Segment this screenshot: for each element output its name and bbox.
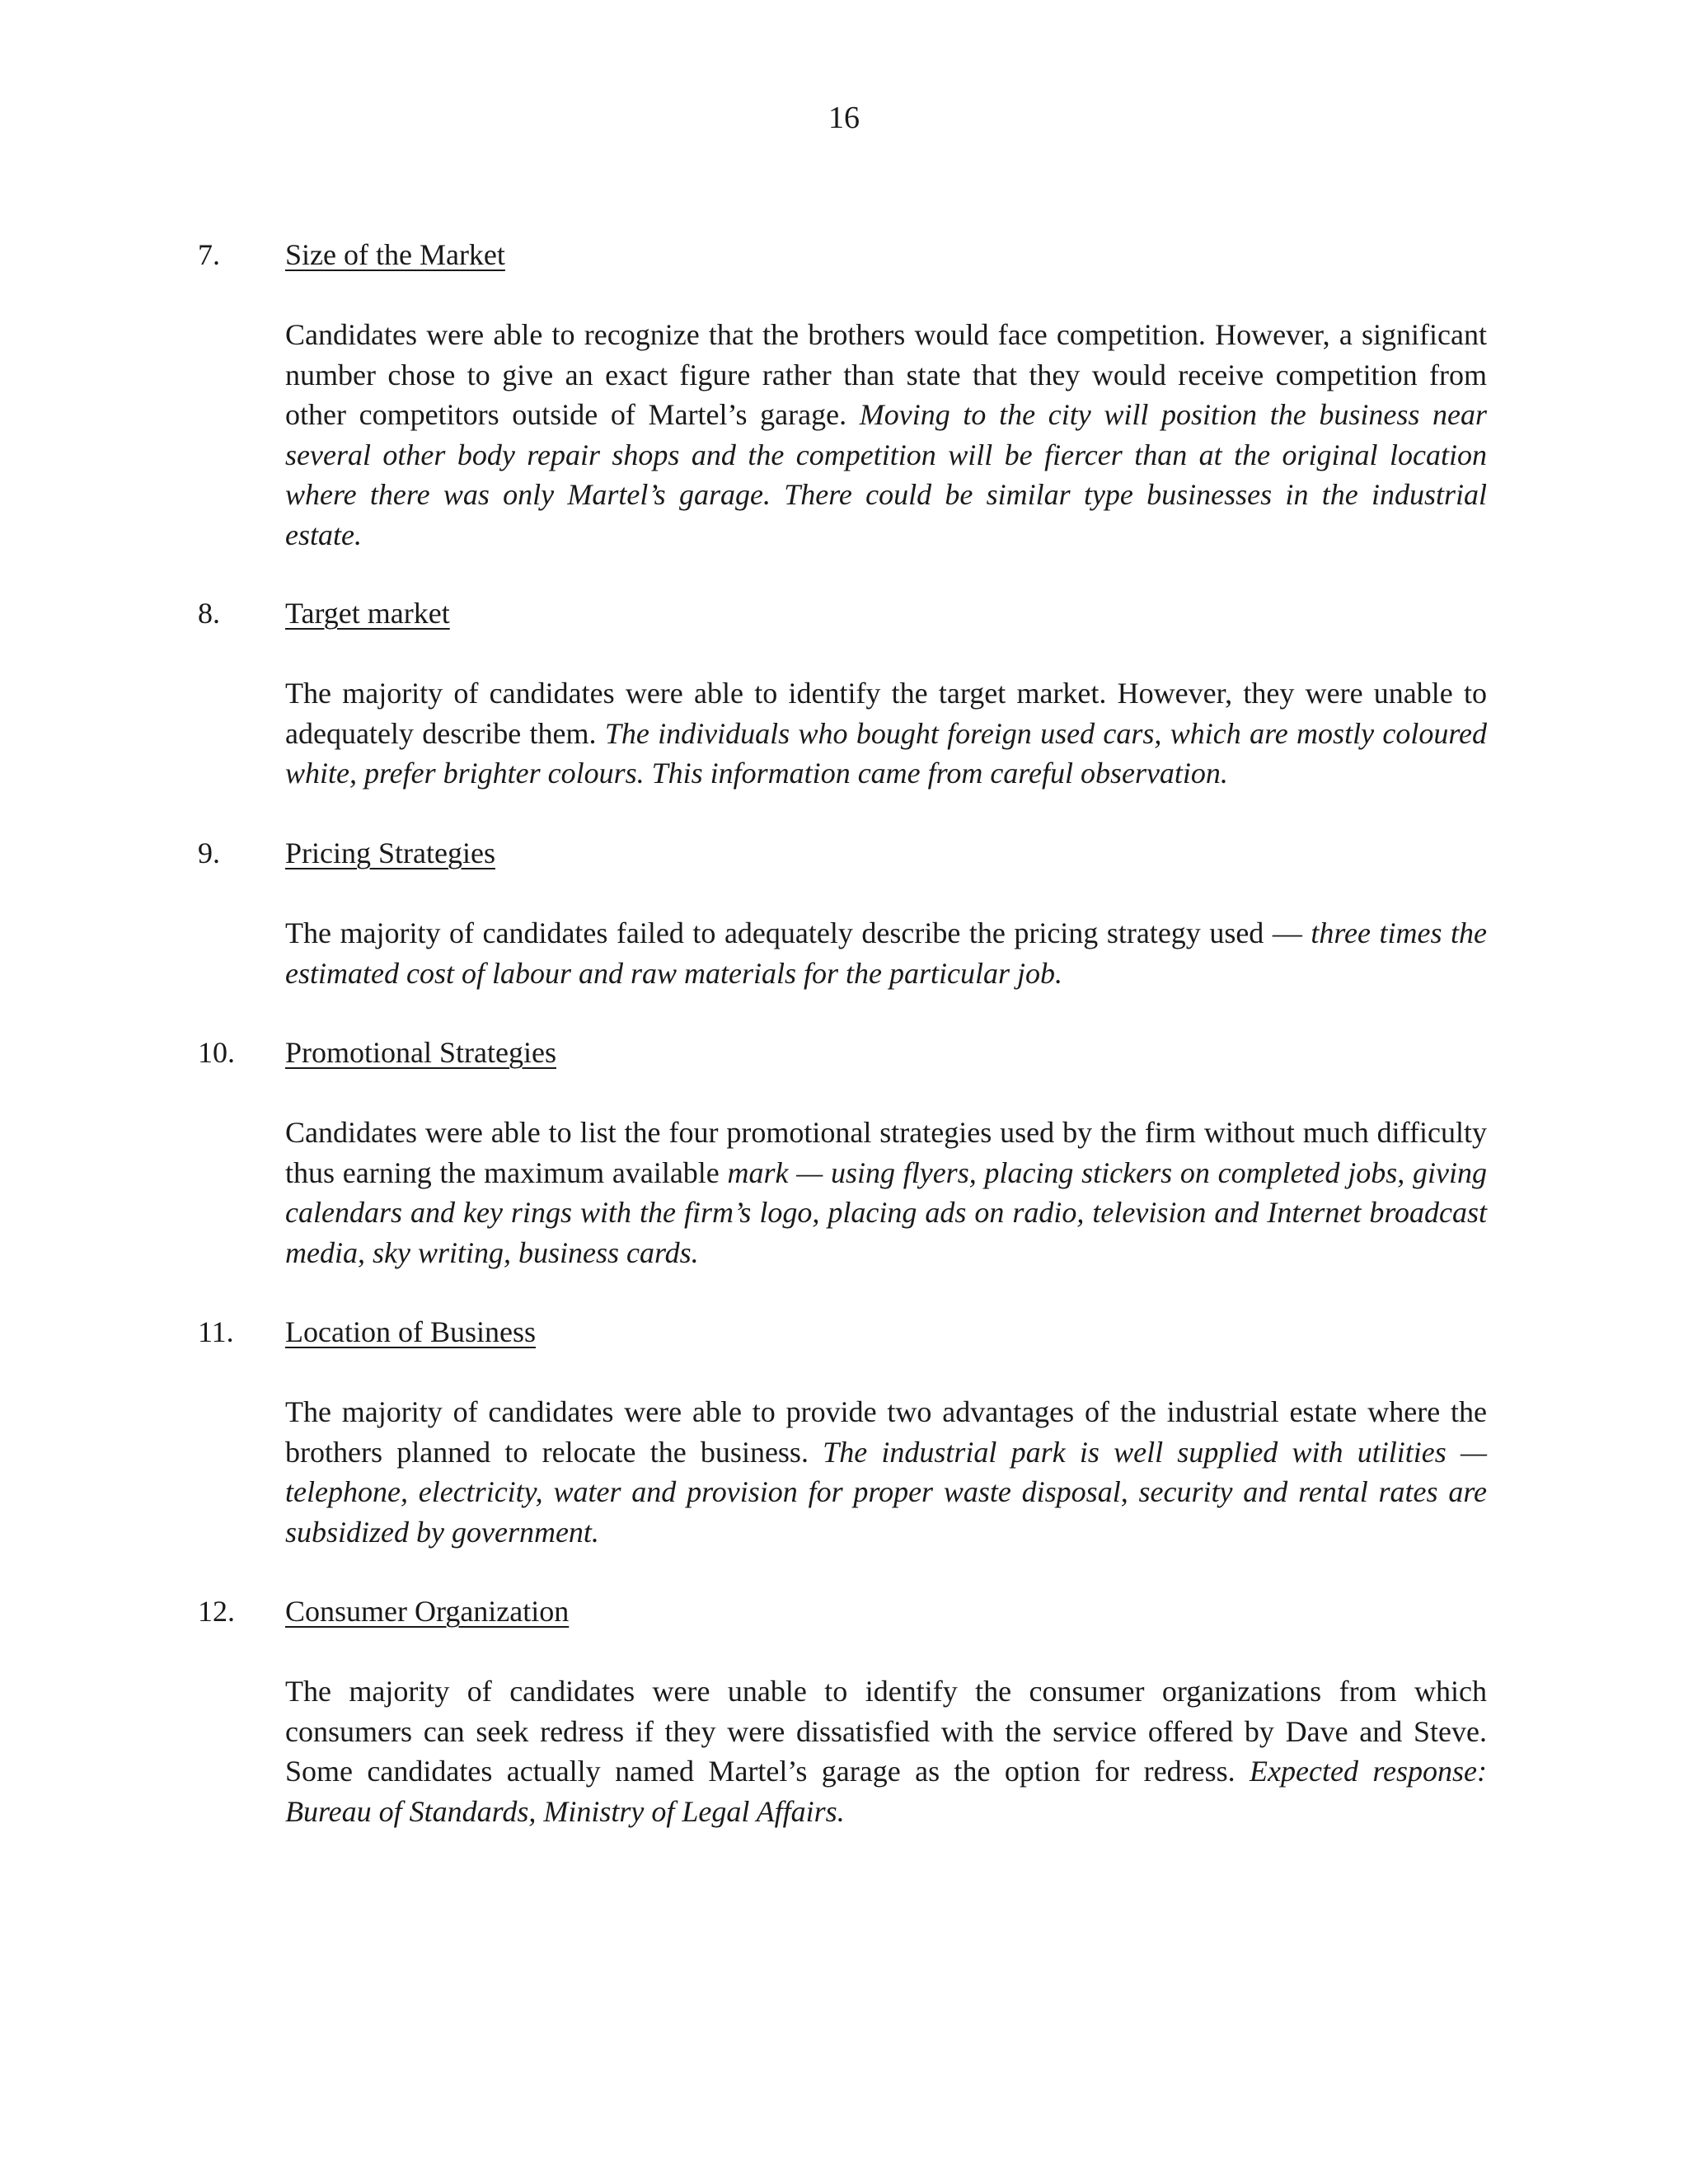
body-text: The majority of candidates were able to identify the target market. However, they were unable to adequately describe them.: [285, 677, 1487, 750]
body-italic-text: mark — using flyers, placing stickers on completed jobs, giving calendars and key rings with the firm’s logo, placing ads on radio, television and Internet broadcast media, sky writing, business cards.: [285, 1155, 1487, 1269]
section-body: [285, 1392, 1487, 1552]
body-text: The majority of candidates were able to provide two advantages of the industrial estate where the brothers planned to relocate the business.: [285, 1395, 1487, 1469]
section-heading: Size of the Market: [285, 238, 505, 271]
section-body: [285, 913, 1487, 993]
section-heading: Pricing Strategies: [285, 837, 495, 869]
section-heading: Promotional Strategies: [285, 1036, 556, 1069]
section-number: 7.: [198, 238, 220, 271]
body-italic-text: Expected response: Bureau of Standards, Ministry of Legal Affairs.: [285, 1755, 1487, 1828]
section-body: [285, 673, 1487, 794]
section-number: 8.: [198, 597, 220, 630]
section-body: [285, 1671, 1487, 1831]
body-italic-text: three times the estimated cost of labour and raw materials for the particular job.: [285, 916, 1488, 990]
body-italic-text: The industrial park is well supplied with utilities — telephone, electricity, water and provision for proper waste disposal, security and rental rates are subsidized by government.: [285, 1435, 1487, 1549]
body-italic-text: The individuals who bought foreign used cars, which are mostly coloured white, prefer brighter colours. This information came from careful observation.: [285, 716, 1488, 790]
body-text: The majority of candidates were unable to identify the consumer organizations from which consumers can seek redress if they were dissatisfied with the service offered by Dave and Steve. Some candidates actually named Martel’s garage as the option for redress.: [285, 1675, 1487, 1788]
section-number: 11.: [198, 1315, 234, 1348]
section-heading: Target market: [285, 597, 450, 630]
body-italic-text: Moving to the city will position the business near several other body repair shops and the competition will be fiercer than at the original location where there was only Martel’s garage. There could be similar type businesses in the industrial estate.: [285, 398, 1487, 551]
section-heading: Location of Business: [285, 1315, 536, 1348]
body-text: Candidates were able to recognize that the brothers would face competition. However, a significant number chose to give an exact figure rather than state that they would receive competition from other competitors outside of Martel’s garage.: [285, 318, 1487, 432]
page-number: 16: [828, 101, 860, 135]
section-number: 9.: [198, 837, 220, 869]
body-text: The majority of candidates failed to adequately describe the pricing strategy used —: [285, 916, 1311, 949]
section-body: [285, 1113, 1487, 1272]
section-heading: Consumer Organization: [285, 1595, 570, 1628]
section-number: 12.: [198, 1595, 235, 1628]
section-number: 10.: [198, 1036, 235, 1069]
body-text: Candidates were able to list the four promotional strategies used by the firm without much difficulty thus earning the maximum available: [285, 1116, 1487, 1189]
section-body: [285, 315, 1487, 555]
